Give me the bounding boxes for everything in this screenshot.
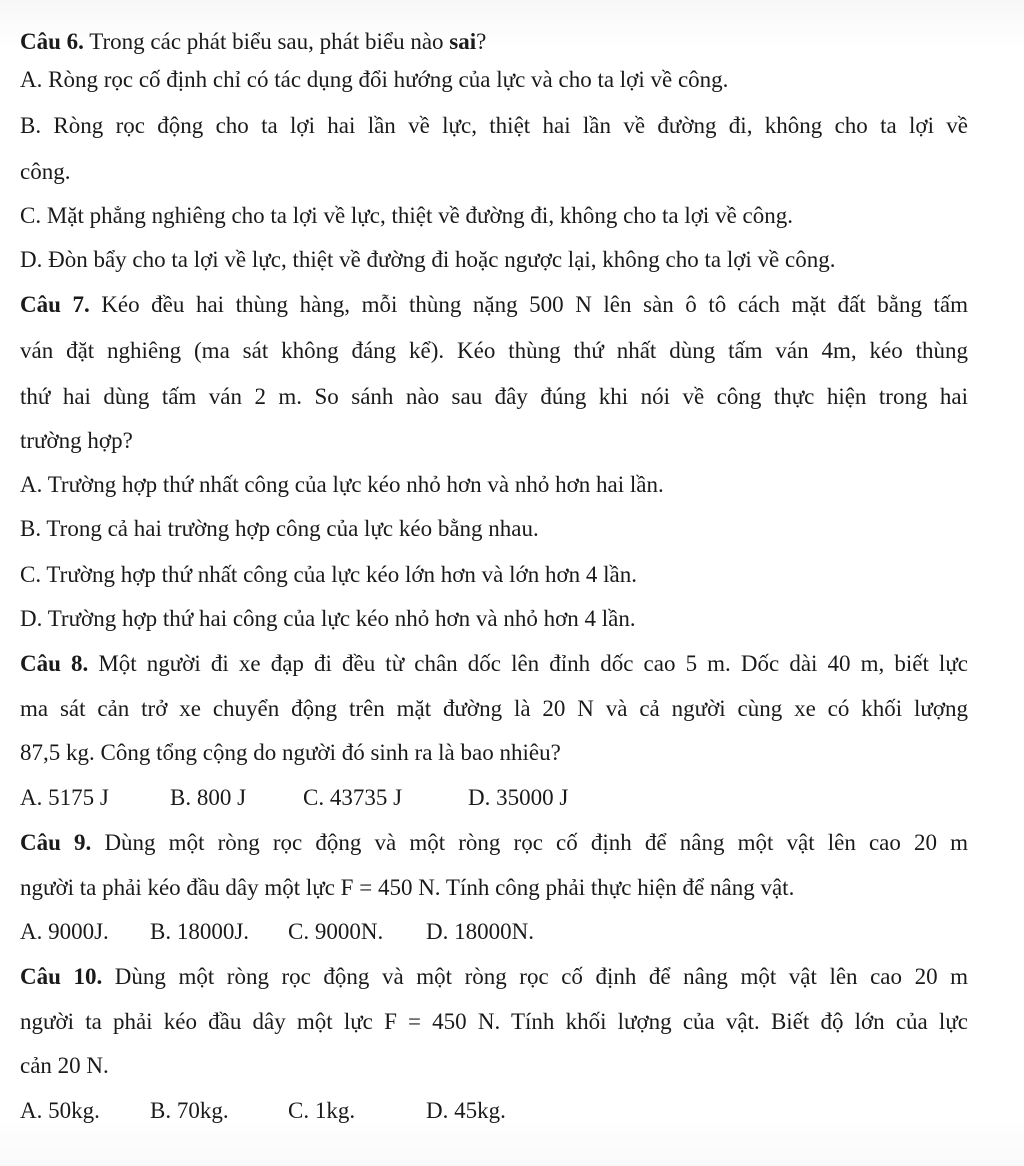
q7-option-d: D. Trường hợp thứ hai công của lực kéo nhỏ hơn và nhỏ hơn 4 lần. <box>20 606 636 631</box>
q8-option-a: A. 5175 J <box>20 785 109 810</box>
q9-option-d: D. 18000N. <box>426 919 534 944</box>
q10-line1-text: Dùng một ròng rọc động và một ròng rọc cố định để nâng một vật lên cao 20 m <box>114 964 969 989</box>
q8-stem-line1 <box>20 649 968 679</box>
q6-option-a: A. Ròng rọc cố định chỉ có tác dụng đổi hướng của lực và cho ta lợi về công. <box>20 67 729 92</box>
q9-stem-line2: người ta phải kéo đầu dây một lực F = 450 N. Tính công phải thực hiện để nâng vật. <box>20 875 795 900</box>
q10-option-a: A. 50kg. <box>20 1098 100 1123</box>
q7-option-a: A. Trường hợp thứ nhất công của lực kéo nhỏ hơn và nhỏ hơn hai lần. <box>20 472 664 497</box>
q7-stem-line3: thứ hai dùng tấm ván 2 m. So sánh nào sau đây đúng khi nói về công thực hiện trong hai <box>20 384 968 409</box>
q10-stem-line3: cản 20 N. <box>20 1053 109 1078</box>
q7-option-b: B. Trong cả hai trường hợp công của lực kéo bằng nhau. <box>20 516 539 541</box>
q6-label: Câu 6. <box>20 29 84 54</box>
q9-stem-line1 <box>20 828 968 858</box>
q7-stem-line1 <box>20 290 968 320</box>
q8-option-b: B. 800 J <box>170 785 247 810</box>
q10-option-d: D. 45kg. <box>426 1098 506 1123</box>
cut-off-previous-line <box>0 0 1024 8</box>
q9-option-b: B. 18000J. <box>150 919 250 944</box>
q8-label: Câu 8. <box>20 651 89 676</box>
q6-text-b: ? <box>476 29 487 54</box>
q8-stem-line3: 87,5 kg. Công tổng cộng do người đó sinh ra là bao nhiêu? <box>20 740 561 765</box>
q7-line1-text: Kéo đều hai thùng hàng, mỗi thùng nặng 500 N lên sàn ô tô cách mặt đất bằng tấm <box>101 292 968 317</box>
q7-label: Câu 7. <box>20 292 90 317</box>
q7-option-c: C. Trường hợp thứ nhất công của lực kéo lớn hơn và lớn hơn 4 lần. <box>20 562 637 587</box>
q7-stem-line2: ván đặt nghiêng (ma sát không đáng kể). Kéo thùng thứ nhất dùng tấm ván 4m, kéo thùng <box>20 338 968 363</box>
q8-option-d: D. 35000 J <box>468 785 569 810</box>
q6-option-b-line1: B. Ròng rọc động cho ta lợi hai lần về lực, thiệt hai lần về đường đi, không cho ta lợi về <box>20 113 968 138</box>
q6-text-bold: sai <box>449 29 477 54</box>
q8-stem-line2: ma sát cản trở xe chuyển động trên mặt đường là 20 N và cả người cùng xe có khối lượng <box>20 696 968 721</box>
q9-line1-text: Dùng một ròng rọc động và một ròng rọc cố định để nâng một vật lên cao 20 m <box>104 830 969 855</box>
q9-option-c: C. 9000N. <box>288 919 384 944</box>
q8-line1-text: Một người đi xe đạp đi đều từ chân dốc lên đỉnh dốc cao 5 m. Dốc dài 40 m, biết lực <box>98 651 968 676</box>
q10-stem-line1 <box>20 962 968 992</box>
q8-option-c: C. 43735 J <box>303 785 403 810</box>
q6-option-c: C. Mặt phẳng nghiêng cho ta lợi về lực, thiệt về đường đi, không cho ta lợi về công. <box>20 203 793 228</box>
q10-stem-line2: người ta phải kéo đầu dây một lực F = 450 N. Tính khối lượng của vật. Biết độ lớn của lực <box>20 1009 968 1034</box>
q9-label: Câu 9. <box>20 830 92 855</box>
q6-text-a: Trong các phát biểu sau, phát biểu nào <box>89 29 444 54</box>
q6-stem <box>20 27 486 57</box>
q10-option-b: B. 70kg. <box>150 1098 229 1123</box>
q9-option-a: A. 9000J. <box>20 919 109 944</box>
q10-option-c: C. 1kg. <box>288 1098 356 1123</box>
q6-option-d: D. Đòn bẩy cho ta lợi về lực, thiệt về đường đi hoặc ngược lại, không cho ta lợi về công. <box>20 247 836 272</box>
q10-label: Câu 10. <box>20 964 103 989</box>
q6-option-b-line2: công. <box>20 159 71 184</box>
q7-stem-line4: trường hợp? <box>20 428 133 453</box>
